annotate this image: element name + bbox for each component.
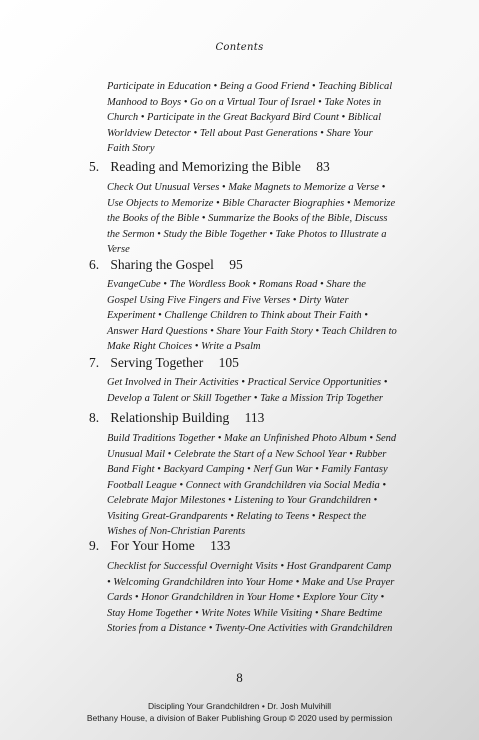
chapter-number: 7. [89,355,100,370]
chapter-7-heading [89,355,239,371]
chapter-6-heading [89,257,243,273]
chapter-8-heading [89,410,264,426]
chapter-9-heading [89,538,230,554]
continued-entry-items: Participate in Education • Being a Good Friend • Teaching Biblical Manhood to Boys • Go on a Virtual Tour of Israel • Take Notes in Church • Participate in the Great Backyard Bird Count • Biblical Worldview Detector • Tell about Past Generations • Share Your Faith Story [107,81,393,154]
chapter-8-items: Build Traditions Together • Make an Unfinished Photo Album • Send Unusual Mail • Celebrate the Start of a New School Year • Rubber Band Fight • Backyard Camping • Nerf Gun War • Family Fantasy Football League • Connect with Grandchildren via Social Media • Celebrate Major Milestones • Listening to Your Grandchildren • Visiting Great-Grandparents • Relating to Teens • Respect the Wishes of Non-Christian Parents [107,433,397,537]
chapter-number: 6. [89,257,100,272]
chapter-9-items: Checklist for Successful Overnight Visits • Host Grandparent Camp • Welcoming Grandchildren into Your Home • Make and Use Prayer Cards • Honor Grandchildren in Your Home • Explore Your City • Stay Home Together • Write Notes While Visiting • Share Bedtime Stories from a Distance • Twenty-One Activities with Grandchildren [107,561,395,634]
credit-line-book: Discipling Your Grandchildren • Dr. Josh Mulvihill [148,701,331,711]
chapter-5-heading [89,159,330,175]
chapter-number: 5. [89,159,100,174]
chapter-title: For Your Home [110,538,195,553]
chapter-6-items: EvangeCube • The Wordless Book • Romans Road • Share the Gospel Using Five Fingers and Five Verses • Dirty Water Experiment • Challenge Children to Think about Their Faith • Answer Hard Questions • Share Your Faith Story • Teach Children to Make Right Choices • Write a Psalm [107,279,397,352]
chapter-number: 8. [89,410,100,425]
chapter-page: 83 [316,159,330,174]
chapter-page: 105 [218,355,239,370]
chapter-number: 9. [89,538,100,553]
credit-line-publisher: Bethany House, a division of Baker Publishing Group © 2020 used by permission [86,713,393,723]
chapter-title: Relationship Building [110,410,230,425]
page-number: 8 [236,670,243,685]
chapter-5-items: Check Out Unusual Verses • Make Magnets to Memorize a Verse • Use Objects to Memorize • Bible Character Biographies • Memorize the Books of the Bible • Summarize the Books of the Bible, Discuss the Sermon • Study the Bible Together • Take Photos to Illustrate a Verse [107,182,396,255]
chapter-page: 113 [244,410,265,425]
chapter-title: Reading and Memorizing the Bible [110,159,301,174]
running-head: Contents [215,42,264,53]
chapter-page: 95 [229,257,243,272]
chapter-title: Sharing the Gospel [110,257,214,272]
chapter-title: Serving Together [110,355,204,370]
chapter-7-items: Get Involved in Their Activities • Practical Service Opportunities • Develop a Talent or Skill Together • Take a Mission Trip Together [107,377,388,404]
chapter-page: 133 [210,538,231,553]
